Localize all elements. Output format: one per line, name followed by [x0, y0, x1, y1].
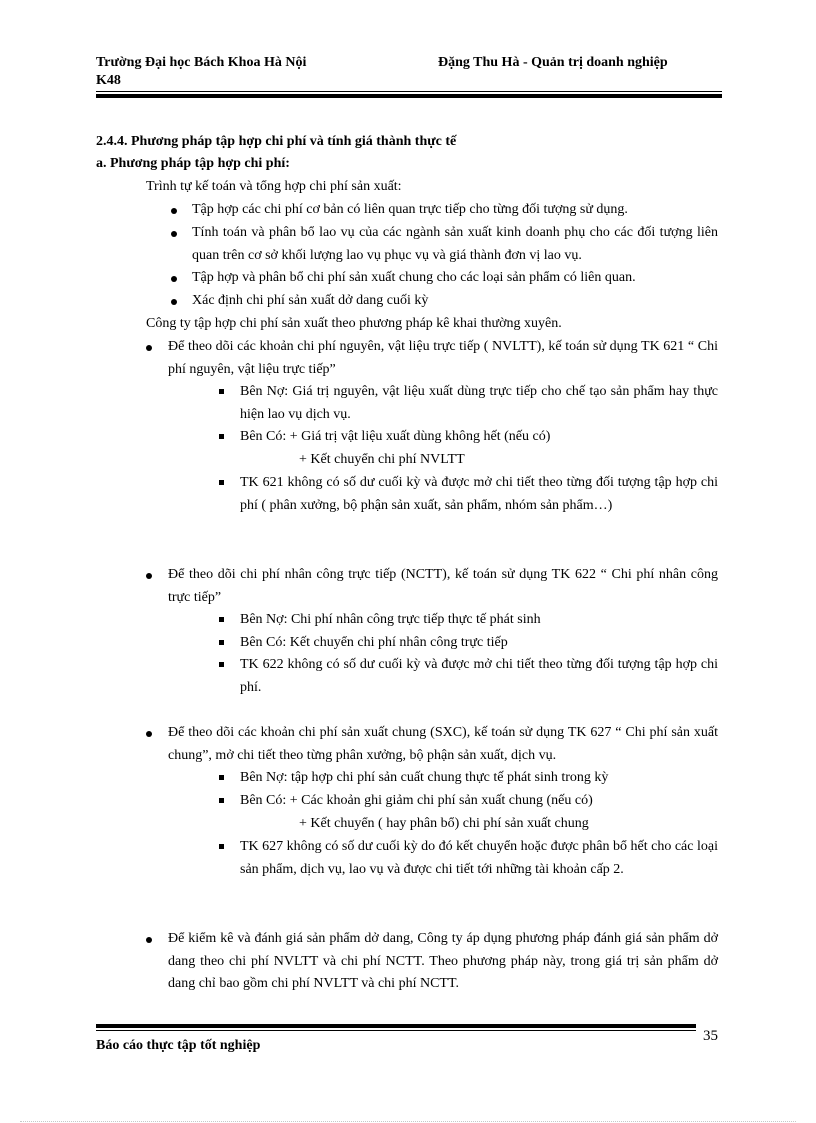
header-rule-thin — [96, 91, 722, 92]
header-class: K48 — [96, 73, 121, 88]
intro-text: Trình tự kế toán và tổng hợp chi phí sản xuất: — [146, 179, 402, 194]
square-bullet-icon — [219, 617, 224, 622]
bullet-icon — [171, 208, 177, 214]
wip-paragraph: Để kiểm kê và đánh giá sản phẩm dở dang, Công ty áp dụng phương pháp đánh giá sản phẩm dở dang theo chi phí NVLTT và chi phí NCTT. Theo phương pháp này, trong giá trị sản phẩm dở dang chỉ bao gồm chi phí NVLTT và chi phí NCTT. — [168, 931, 718, 991]
header-rule-thick — [96, 94, 722, 98]
section-heading: 2.4.4. Phương pháp tập hợp chi phí và tính giá thành thực tế — [96, 134, 457, 149]
square-bullet-icon — [219, 844, 224, 849]
nctt-account: TK 622 không có số dư cuối kỳ và được mở chi tiết theo từng đối tượng tập hợp chi phí. — [240, 657, 718, 695]
bullet-icon — [146, 731, 152, 737]
square-bullet-icon — [219, 480, 224, 485]
bullet-icon — [146, 937, 152, 943]
section-subheading: a. Phương pháp tập hợp chi phí: — [96, 156, 290, 171]
nvltt-debit: Bên Nợ: Giá trị nguyên, vật liệu xuất dùng trực tiếp cho chế tạo sản phẩm hay thực hiện lao vụ dịch vụ. — [240, 384, 718, 422]
step-3: Tập hợp và phân bổ chi phí sản xuất chung cho các loại sản phẩm có liên quan. — [192, 270, 636, 285]
step-1: Tập hợp các chi phí cơ bản có liên quan trực tiếp cho từng đối tượng sử dụng. — [192, 202, 628, 217]
header-author: Đặng Thu Hà - Quản trị doanh nghiệp — [438, 55, 668, 70]
bullet-icon — [146, 573, 152, 579]
square-bullet-icon — [219, 640, 224, 645]
square-bullet-icon — [219, 662, 224, 667]
sxc-debit: Bên Nợ: tập hợp chi phí sản cuất chung thực tế phát sinh trong kỳ — [240, 770, 609, 785]
page-edge — [20, 1121, 796, 1122]
square-bullet-icon — [219, 798, 224, 803]
nctt-credit: Bên Có: Kết chuyển chi phí nhân công trực tiếp — [240, 635, 508, 650]
square-bullet-icon — [219, 775, 224, 780]
header-school: Trường Đại học Bách Khoa Hà Nội — [96, 55, 307, 70]
nvltt-credit-1: Bên Có: + Giá trị vật liệu xuất dùng không hết (nếu có) — [240, 429, 551, 444]
bullet-icon — [146, 345, 152, 351]
square-bullet-icon — [219, 389, 224, 394]
nvltt-credit-2: + Kết chuyển chi phí NVLTT — [299, 452, 465, 467]
footer-rule-thin — [96, 1030, 696, 1031]
bullet-icon — [171, 299, 177, 305]
page-number: 35 — [703, 1028, 718, 1044]
step-4: Xác định chi phí sản xuất dở dang cuối kỳ — [192, 293, 429, 308]
sxc-credit-1: Bên Có: + Các khoản ghi giảm chi phí sản xuất chung (nếu có) — [240, 793, 593, 808]
bullet-icon — [171, 231, 177, 237]
bullet-icon — [171, 276, 177, 282]
square-bullet-icon — [219, 434, 224, 439]
nvltt-account: TK 621 không có số dư cuối kỳ và được mở chi tiết theo từng đối tượng tập hợp chi phí ( phân xưởng, bộ phận sản xuất, sản phẩm, nhóm sản phẩm…) — [240, 475, 718, 513]
sxc-credit-2: + Kết chuyển ( hay phân bổ) chi phí sản xuất chung — [299, 816, 589, 831]
footer-rule-thick — [96, 1024, 696, 1028]
nctt-paragraph: Để theo dõi chi phí nhân công trực tiếp (NCTT), kế toán sử dụng TK 622 “ Chi phí nhân công trực tiếp” — [168, 567, 718, 605]
footer-title: Báo cáo thực tập tốt nghiệp — [96, 1038, 261, 1053]
nctt-debit: Bên Nợ: Chi phí nhân công trực tiếp thực tế phát sinh — [240, 612, 541, 627]
sxc-account: TK 627 không có số dư cuối kỳ do đó kết chuyển hoặc được phân bổ hết cho các loại sản phẩm, dịch vụ, lao vụ và được chi tiết tới những tài khoản cấp 2. — [240, 839, 718, 877]
sxc-paragraph: Để theo dõi các khoản chi phí sản xuất chung (SXC), kế toán sử dụng TK 627 “ Chi phí sản xuất chung”, mở chi tiết theo từng phân xưởng, bộ phận sản xuất, dịch vụ. — [168, 725, 718, 763]
nvltt-paragraph: Để theo dõi các khoản chi phí nguyên, vật liệu trực tiếp ( NVLTT), kế toán sử dụng TK 621 “ Chi phí nguyên, vật liệu trực tiếp” — [168, 339, 718, 377]
step-2: Tính toán và phân bổ lao vụ của các ngành sản xuất kinh doanh phụ cho các đối tượng liên quan trên cơ sở khối lượng lao vụ phục vụ và giá thành đơn vị lao vụ. — [192, 225, 718, 263]
method-text: Công ty tập hợp chi phí sản xuất theo phương pháp kê khai thường xuyên. — [146, 316, 562, 331]
